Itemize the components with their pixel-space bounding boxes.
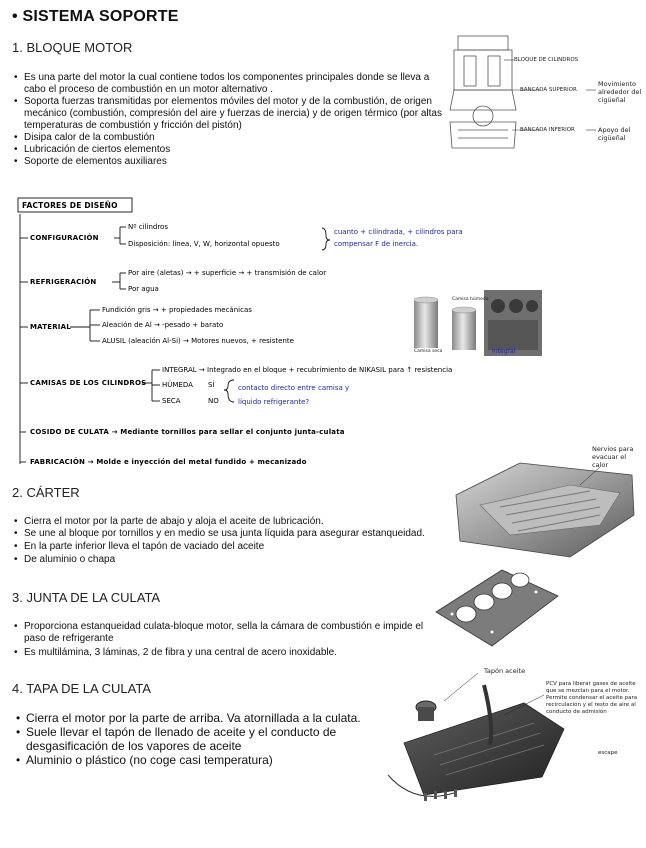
tapa-annotation-tapon: Tapón aceite bbox=[484, 667, 526, 675]
label-camisa-humeda: Camisa húmeda bbox=[452, 297, 489, 302]
note-apoyo: Apoyo del cigüeñal bbox=[598, 126, 631, 142]
tapa-bullet-list bbox=[14, 711, 391, 767]
node-camisas: CAMISAS DE LOS CILINDROS bbox=[30, 379, 147, 387]
tapa-image bbox=[384, 665, 644, 810]
cam-item-integral: INTEGRAL → Integrado en el bloque + recubrimiento de NIKASIL para ↑ resistencia bbox=[162, 366, 453, 374]
list-item: • Se une al bloque por tornillos y en medio se usa junta líquida para asegurar estanqueidad. bbox=[24, 528, 434, 540]
list-item: • Disipa calor de la combustión bbox=[24, 132, 444, 144]
factores-heading: FACTORES DE DISEÑO bbox=[22, 201, 118, 210]
mat-item-fundicion: Fundición gris → + propiedades mecánicas bbox=[102, 306, 252, 314]
label-bancada-superior: BANCADA SUPERIOR bbox=[520, 87, 577, 93]
page-title: • SISTEMA SOPORTE bbox=[12, 8, 179, 25]
engine-block-diagram bbox=[448, 30, 643, 160]
carter-image bbox=[450, 445, 640, 565]
list-item: • Cierra el motor por la parte de arriba. Va atornillada a la culata. bbox=[26, 711, 391, 725]
cam-item-humeda-si: SÍ bbox=[208, 381, 215, 389]
node-cosido: COSIDO DE CULATA → Mediante tornillos para sellar el conjunto junta-culata bbox=[30, 428, 345, 436]
cam-item-humeda: HÚMEDA bbox=[162, 381, 193, 389]
config-item-disposicion: Disposición: línea, V, W, horizontal opuesto bbox=[128, 240, 280, 248]
tapa-annotation-escape: escape bbox=[598, 750, 618, 756]
camisas-image bbox=[412, 290, 542, 356]
node-material: MATERIAL bbox=[30, 323, 71, 331]
config-item-cilindros: Nº cilindros bbox=[128, 223, 168, 231]
refr-item-agua: Por agua bbox=[128, 285, 159, 293]
node-configuracion: CONFIGURACIÓN bbox=[30, 234, 99, 242]
junta-bullet-list bbox=[12, 621, 444, 659]
tapa-annotation-pcv: PCV para liberar gases de aceite que se mezclan para el motor. Permite condensar el aceite para recirculación y el resto de aire al conducto de admisión bbox=[546, 681, 638, 715]
cam-item-seca: SECA bbox=[162, 397, 181, 405]
refr-item-aire: Por aire (aletas) → + superficie → + transmisión de calor bbox=[128, 269, 327, 277]
node-fabricacion: FABRICACIÓN → Molde e inyección del metal fundido + mecanizado bbox=[30, 458, 307, 466]
config-note: cuanto + cilindrada, + cilindros para compensar F de inercia. bbox=[334, 228, 463, 248]
carter-bullet-list bbox=[12, 516, 434, 566]
list-item: • Cierra el motor por la parte de abajo y aloja el aceite de lubricación. bbox=[24, 516, 434, 528]
junta-image bbox=[432, 566, 562, 650]
list-item: • Aluminio o plástico (no coge casi temperatura) bbox=[26, 753, 391, 767]
section-heading-carter: 2. CÁRTER bbox=[12, 485, 80, 500]
carter-annotation: Nervios para evacuar el calor bbox=[592, 445, 634, 469]
list-item: • Soporta fuerzas transmitidas por elementos móviles del motor y de la combustión, de origen mecánico (combustión, compresión del aire y fuerzas de inercia) y de origen térmico (por altas temperaturas de combustión y fricción del pistón) bbox=[24, 96, 444, 132]
list-item: • En la parte inferior lleva el tapón de vaciado del aceite bbox=[24, 541, 434, 553]
bloque-bullet-list bbox=[12, 72, 444, 168]
list-item: • Es una parte del motor la cual contiene todos los componentes principales donde se lleva a cabo el proceso de combustión en un motor alternativo . bbox=[24, 72, 444, 96]
label-bloque-cilindros: BLOQUE DE CILINDROS bbox=[514, 57, 579, 63]
node-refrigeracion: REFRIGERACIÓN bbox=[30, 278, 97, 286]
list-item: • Suele llevar el tapón de llenado de aceite y el conducto de desgasificación de los vapores de aceite bbox=[26, 725, 391, 753]
list-item: • Proporciona estanqueidad culata-bloque motor, sella la cámara de combustión e impide el paso de refrigerante bbox=[24, 621, 444, 645]
label-camisa-seca: Camisa seca bbox=[414, 349, 443, 354]
list-item: • De aluminio o chapa bbox=[24, 554, 434, 566]
head-gasket-drawing bbox=[432, 566, 562, 650]
cam-note: contacto directo entre camisa y líquido refrigerante? bbox=[238, 384, 350, 406]
label-bancada-inferior: BANCADA INFERIOR bbox=[520, 127, 575, 133]
section-heading-bloque: 1. BLOQUE MOTOR bbox=[12, 40, 133, 55]
label-integral: Integral bbox=[492, 348, 516, 355]
list-item: • Soporte de elementos auxiliares bbox=[24, 156, 444, 168]
list-item: • Lubricación de ciertos elementos bbox=[24, 144, 444, 156]
list-item: • Es multilámina, 3 láminas, 2 de fibra y una central de acero inoxidable. bbox=[24, 647, 444, 659]
section-heading-junta: 3. JUNTA DE LA CULATA bbox=[12, 590, 161, 605]
note-movimiento: Movimiento alrededor del cigüeñal bbox=[598, 80, 642, 104]
mat-item-alusil: ALUSIL (aleación Al-Si) → Motores nuevos, + resistente bbox=[102, 337, 294, 345]
cam-item-seca-no: NO bbox=[208, 397, 219, 405]
mat-item-aleacion: Aleación de Al → -pesado + barato bbox=[102, 321, 224, 329]
section-heading-tapa: 4. TAPA DE LA CULATA bbox=[12, 681, 151, 696]
